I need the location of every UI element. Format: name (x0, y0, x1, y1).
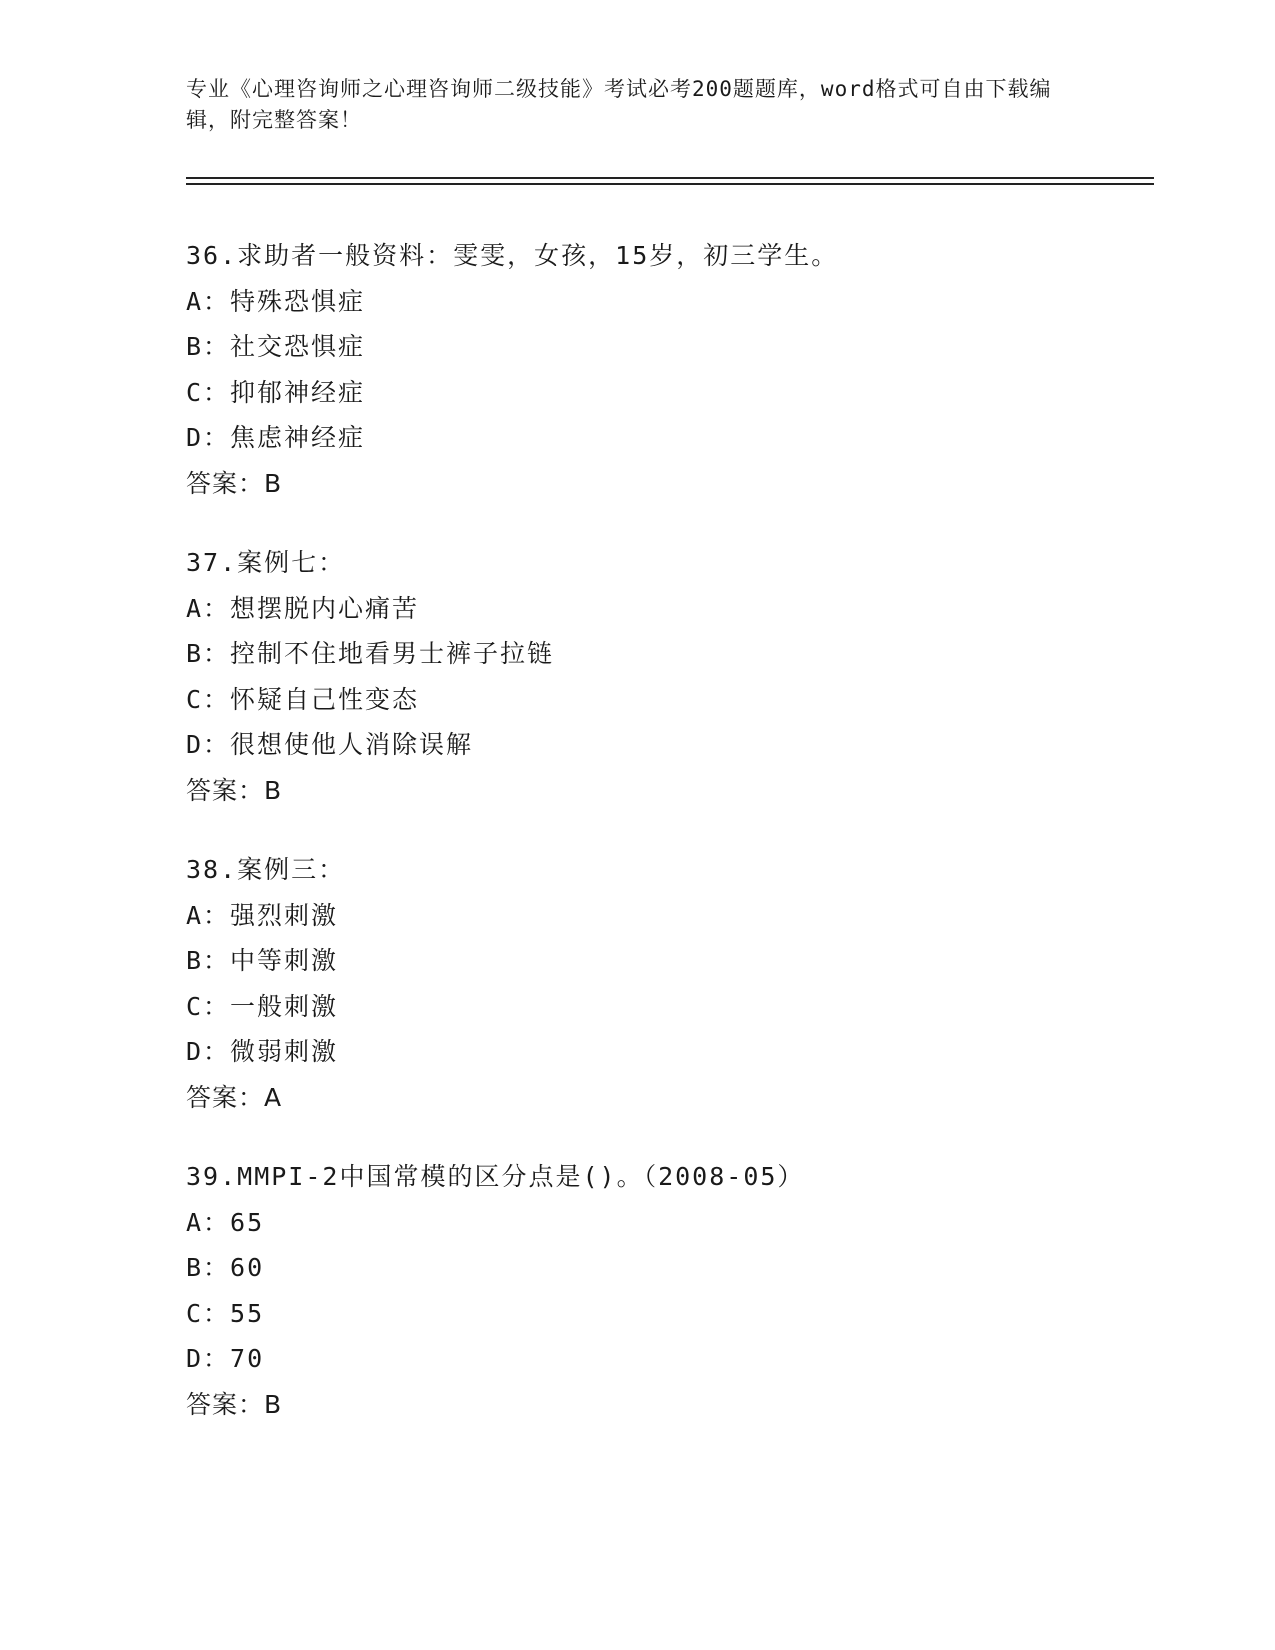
option-c: C：55 (186, 1298, 265, 1328)
question-36 (186, 233, 1146, 506)
option-d: D：微弱刺激 (186, 1037, 339, 1066)
answer-line: 答案：B (186, 1389, 283, 1419)
question-39 (186, 1154, 1146, 1427)
option-a: A：特殊恐惧症 (186, 286, 366, 316)
question-title: 37.案例七： (186, 548, 346, 577)
option-d: D：焦虑神经症 (186, 423, 366, 452)
document-header: 专业《心理咨询师之心理咨询师二级技能》考试必考200题题库，word格式可自由下载编辑，附完整答案！ (186, 77, 1052, 132)
answer-line: 答案：B (186, 775, 283, 805)
option-a: A：想摆脱内心痛苦 (186, 593, 420, 623)
option-d: D：70 (186, 1344, 265, 1373)
question-title: 36.求助者一般资料：雯雯，女孩，15岁，初三学生。 (186, 241, 839, 270)
question-38 (186, 847, 1146, 1120)
answer-line: 答案：B (186, 468, 283, 498)
option-a: A：强烈刺激 (186, 900, 339, 930)
option-d: D：很想使他人消除误解 (186, 730, 474, 759)
option-b: B：中等刺激 (186, 946, 339, 975)
question-title: 38.案例三： (186, 855, 346, 884)
header-divider-top (186, 177, 1154, 179)
option-b: B：60 (186, 1253, 265, 1282)
question-list (186, 233, 1146, 1461)
question-title: 39.MMPI-2中国常模的区分点是()。（2008-05） (186, 1162, 805, 1191)
answer-line: 答案：A (186, 1082, 283, 1112)
question-37 (186, 540, 1146, 813)
header-divider-bottom (186, 183, 1154, 185)
option-c: C：怀疑自己性变态 (186, 684, 420, 714)
option-b: B：控制不住地看男士裤子拉链 (186, 639, 555, 668)
option-a: A：65 (186, 1207, 265, 1237)
option-c: C：一般刺激 (186, 991, 339, 1021)
option-b: B：社交恐惧症 (186, 332, 366, 361)
option-c: C：抑郁神经症 (186, 377, 366, 407)
